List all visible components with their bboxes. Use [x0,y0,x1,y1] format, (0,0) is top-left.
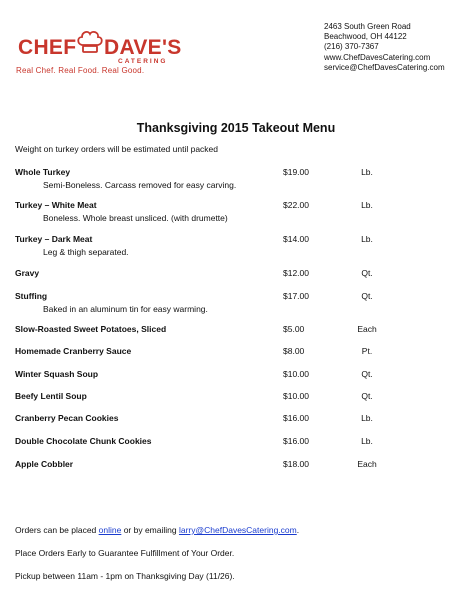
item-unit: Lb. [361,234,373,244]
turkey-weight-note: Weight on turkey orders will be estimated until packed [15,144,218,154]
item-name: Slow-Roasted Sweet Potatoes, Sliced [15,324,167,334]
chef-hat-icon [76,28,104,56]
logo-tagline: Real Chef. Real Food. Real Good. [16,66,145,75]
item-unit: Lb. [361,167,373,177]
item-price: $16.00 [283,436,309,446]
item-price: $19.00 [283,167,309,177]
item-price: $10.00 [283,391,309,401]
item-price: $17.00 [283,291,309,301]
item-name: Whole Turkey [15,167,71,177]
order-early-note: Place Orders Early to Guarantee Fulfillment of Your Order. [15,548,235,558]
order-email-link[interactable]: larry@ChefDavesCatering.com [178,525,297,535]
website: www.ChefDavesCatering.com [324,52,431,62]
item-price: $8.00 [283,346,305,356]
item-price: $16.00 [283,413,309,423]
menu-title: Thanksgiving 2015 Takeout Menu [136,121,336,135]
address-street: 2463 South Green Road [324,22,411,31]
item-price: $18.00 [283,459,309,469]
chef-daves-logo: CHEF DAVE'S CATERING [18,22,188,78]
item-description: Boneless. Whole breast unsliced. (with drumette) [43,213,228,223]
item-price: $12.00 [283,268,309,278]
item-name: Apple Cobbler [15,459,74,469]
item-description: Semi-Boneless. Carcass removed for easy carving. [43,180,237,190]
item-unit: Qt. [361,268,373,278]
ordering-instructions: Orders can be placed online or by emailing larry@ChefDavesCatering.com. [15,525,300,535]
item-name: Double Chocolate Chunk Cookies [15,436,152,446]
item-price: $10.00 [283,369,309,379]
item-name: Cranberry Pecan Cookies [15,413,119,423]
address-city: Beachwood, OH 44122 [324,32,407,42]
item-price: $22.00 [283,200,309,210]
phone-number: (216) 370-7367 [324,42,379,52]
item-name: Turkey – Dark Meat [15,234,93,244]
item-unit: Lb. [361,436,373,446]
item-unit: Lb. [361,413,373,423]
order-online-link[interactable]: online [98,525,122,535]
item-name: Winter Squash Soup [15,369,99,379]
contact-address [324,22,445,73]
item-name: Beefy Lentil Soup [15,391,87,401]
pickup-time-note: Pickup between 11am - 1pm on Thanksgiving Day (11/26). [15,571,235,581]
item-price: $5.00 [283,324,305,334]
item-unit: Each [357,324,377,334]
item-unit: Each [357,459,377,469]
item-unit: Qt. [361,391,373,401]
item-description: Leg & thigh separated. [43,247,129,257]
item-unit: Qt. [361,369,373,379]
item-unit: Lb. [361,200,373,210]
item-description: Baked in an aluminum tin for easy warming. [43,304,208,314]
item-unit: Qt. [361,291,373,301]
item-name: Stuffing [15,291,48,301]
service-email: service@ChefDavesCatering.com [324,62,445,72]
item-unit: Pt. [361,346,373,356]
item-name: Gravy [15,268,40,278]
item-name: Homemade Cranberry Sauce [15,346,132,356]
item-name: Turkey – White Meat [15,200,97,210]
item-price: $14.00 [283,234,309,244]
